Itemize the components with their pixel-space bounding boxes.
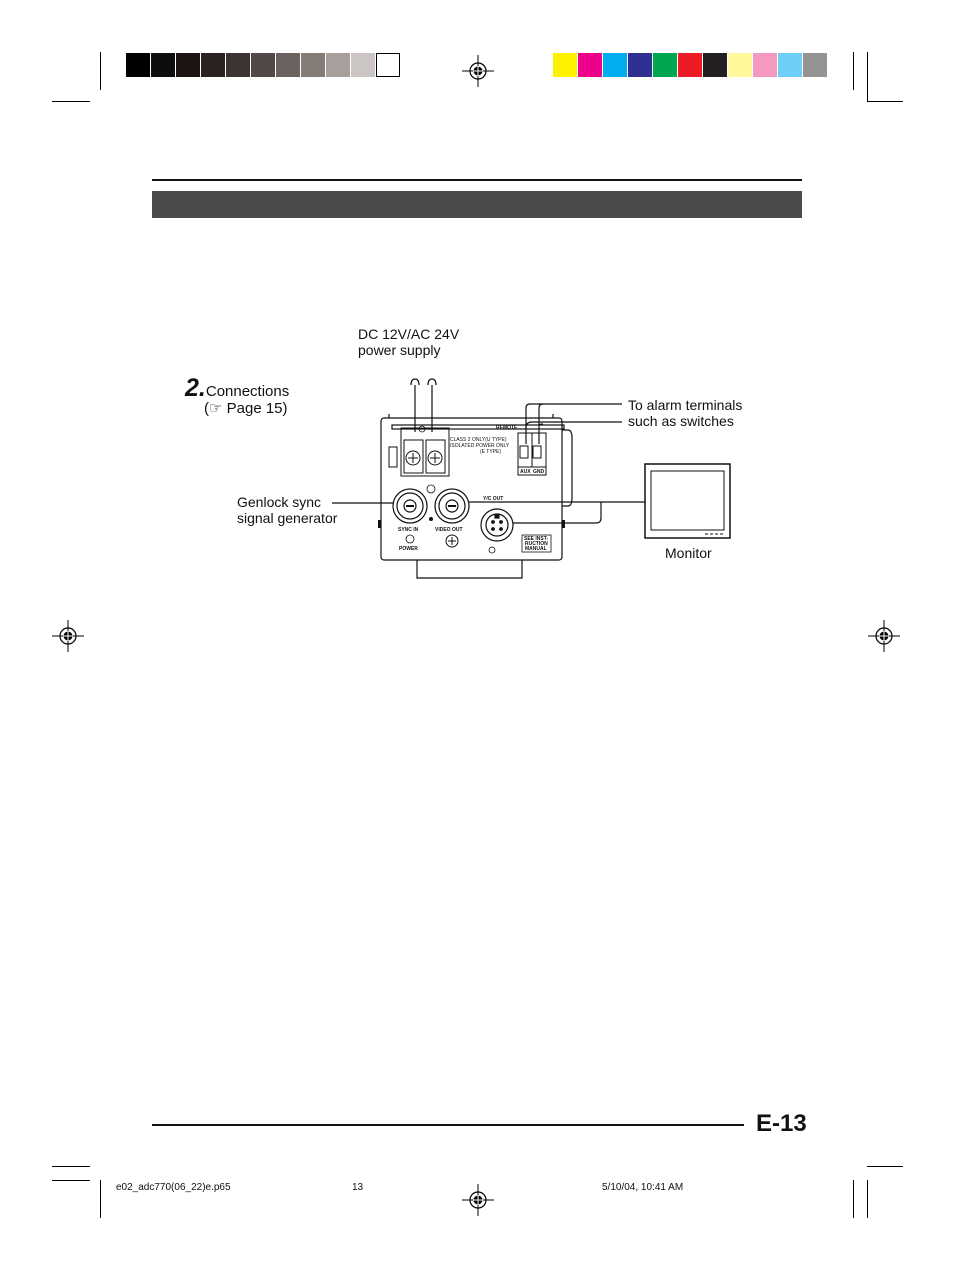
aux-label: AUX	[520, 469, 531, 475]
power-terminal-block	[389, 428, 449, 476]
crop-mark	[867, 1180, 868, 1218]
power-label: POWER	[399, 546, 418, 552]
crop-mark	[52, 1180, 90, 1181]
page-reference: (☞ Page 15)	[204, 400, 288, 417]
class-label-line1: CLASS 2 ONLY(U TYPE)	[450, 437, 507, 443]
registration-mark-icon	[462, 1184, 494, 1216]
hand-pointer-icon: ☞	[209, 400, 223, 417]
alarm-label-line1: To alarm terminals	[628, 397, 743, 413]
video-out-label: VIDEO OUT	[435, 527, 463, 533]
footer-date: 5/10/04, 10:41 AM	[602, 1182, 684, 1193]
remote-label: REMOTE	[496, 425, 518, 431]
step-title: Connections	[205, 383, 290, 400]
sync-in-label: SYNC IN	[398, 527, 419, 533]
alarm-cable	[526, 404, 622, 444]
power-cable-fork-icon	[411, 379, 436, 432]
class-label-line3: (E TYPE)	[480, 449, 502, 455]
power-supply-label-line1: DC 12V/AC 24V	[358, 326, 460, 342]
alarm-label-line2: such as switches	[628, 413, 734, 429]
crop-mark	[52, 1166, 90, 1167]
see-manual-label-1: SEE INST-	[524, 536, 549, 542]
see-manual-label-2: RUCTION	[525, 541, 548, 547]
gnd-label: GND	[533, 469, 545, 475]
crop-mark	[867, 1166, 903, 1167]
see-manual-label-3: MANUAL	[525, 546, 547, 552]
sync-in-connector	[393, 489, 427, 523]
video-out-connector	[435, 489, 469, 523]
page-reference-text: Page 15	[226, 400, 283, 417]
step-number: 2.	[185, 374, 206, 402]
footer-rule	[152, 1124, 744, 1126]
class-label-line2: ISOLATED POWER ONLY	[450, 443, 510, 449]
power-supply-label-line2: power supply	[358, 342, 441, 358]
yc-out-connector	[481, 509, 513, 541]
footer-file-name: e02_adc770(06_22)e.p65	[116, 1182, 231, 1193]
crop-mark	[100, 1180, 101, 1218]
footer-page: 13	[352, 1182, 364, 1193]
monitor-label: Monitor	[665, 545, 712, 561]
monitor-icon	[645, 464, 730, 538]
yc-out-label: Y/C OUT	[483, 496, 504, 502]
genlock-label-line2: signal generator	[237, 510, 338, 526]
genlock-label-line1: Genlock sync	[237, 494, 322, 510]
crop-mark	[853, 1180, 854, 1218]
page-number: E-13	[756, 1110, 807, 1137]
